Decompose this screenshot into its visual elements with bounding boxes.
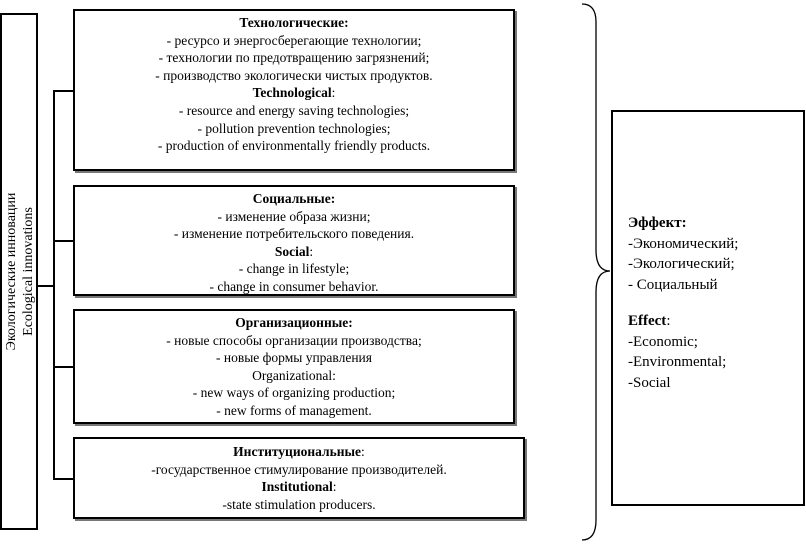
category-title-ru: Институциональные — [233, 444, 362, 459]
category-item: - pollution prevention technologies; — [197, 120, 391, 136]
category-institutional-text — [75, 443, 523, 513]
connector-stub — [38, 285, 55, 287]
effect-item: -Экономический; — [628, 235, 739, 252]
connector-branch-3 — [53, 366, 73, 368]
category-title-en: Social — [274, 243, 310, 259]
category-title-en: Technological — [252, 85, 332, 101]
connector-branch-2 — [53, 240, 73, 242]
effect-item: -Social — [628, 374, 671, 391]
category-item: - технологии по предотвращению загрязнений; — [158, 50, 430, 66]
effect-item: - Социальный — [628, 276, 718, 293]
ecological-innovations-box — [0, 13, 38, 530]
category-social — [73, 185, 515, 296]
effect-item: -Economic; — [628, 333, 698, 350]
connector-branch-1 — [53, 90, 73, 92]
label-ru: Экологические инновации — [4, 192, 19, 351]
category-title-en-suffix: : — [331, 85, 336, 101]
category-organizational-text — [75, 314, 513, 420]
category-technological-text — [75, 14, 513, 155]
effect-box — [611, 110, 805, 506]
category-item: - изменение потребительского поведения. — [173, 226, 415, 242]
effect-title-en-suffix: : — [666, 313, 671, 329]
category-item: - производство экологически чистых продуктов. — [155, 67, 433, 83]
category-title-ru: Технологические: — [239, 15, 349, 30]
effect-item: -Экологический; — [628, 256, 735, 272]
category-item: - новые формы управления — [216, 350, 372, 366]
category-item: - new forms of management. — [216, 402, 372, 418]
category-title-ru-suffix: : — [361, 444, 365, 459]
category-title-ru: Социальные: — [252, 191, 336, 206]
label-en: Ecological innovations — [21, 207, 36, 336]
category-item: - ресурсо и энергосберегающие технологии; — [166, 32, 422, 48]
category-title-en: Institutional — [261, 479, 333, 495]
category-item: - production of environmentally friendly products. — [157, 138, 431, 154]
category-social-text — [75, 190, 513, 296]
category-title-en: Organizational: — [252, 367, 336, 383]
category-technological — [73, 9, 515, 171]
effect-title-en: Effect — [628, 313, 667, 329]
category-title-en-suffix: : — [309, 243, 314, 259]
category-item: - change in lifestyle; — [238, 261, 350, 277]
category-item: -state stimulation producers. — [222, 496, 376, 512]
category-item: - new ways of organizing production; — [192, 385, 396, 401]
category-item: - resource and energy saving technologies; — [178, 102, 410, 118]
category-item: - новые способы организации производства; — [166, 332, 422, 348]
category-item: -государственное стимулирование производителей. — [151, 461, 447, 477]
category-organizational — [73, 309, 515, 424]
category-item: - изменение образа жизни; — [217, 208, 371, 224]
category-title-en-suffix: : — [332, 479, 337, 495]
category-institutional — [73, 437, 525, 519]
effect-title-ru: Эффект: — [628, 215, 687, 231]
ecological-innovations-label — [3, 15, 37, 528]
category-title-ru: Организационные: — [235, 315, 353, 330]
category-item: - change in consumer behavior. — [209, 278, 379, 294]
effect-text — [628, 213, 738, 393]
effect-item: -Environmental; — [628, 354, 727, 370]
connector-branch-4 — [53, 478, 73, 480]
